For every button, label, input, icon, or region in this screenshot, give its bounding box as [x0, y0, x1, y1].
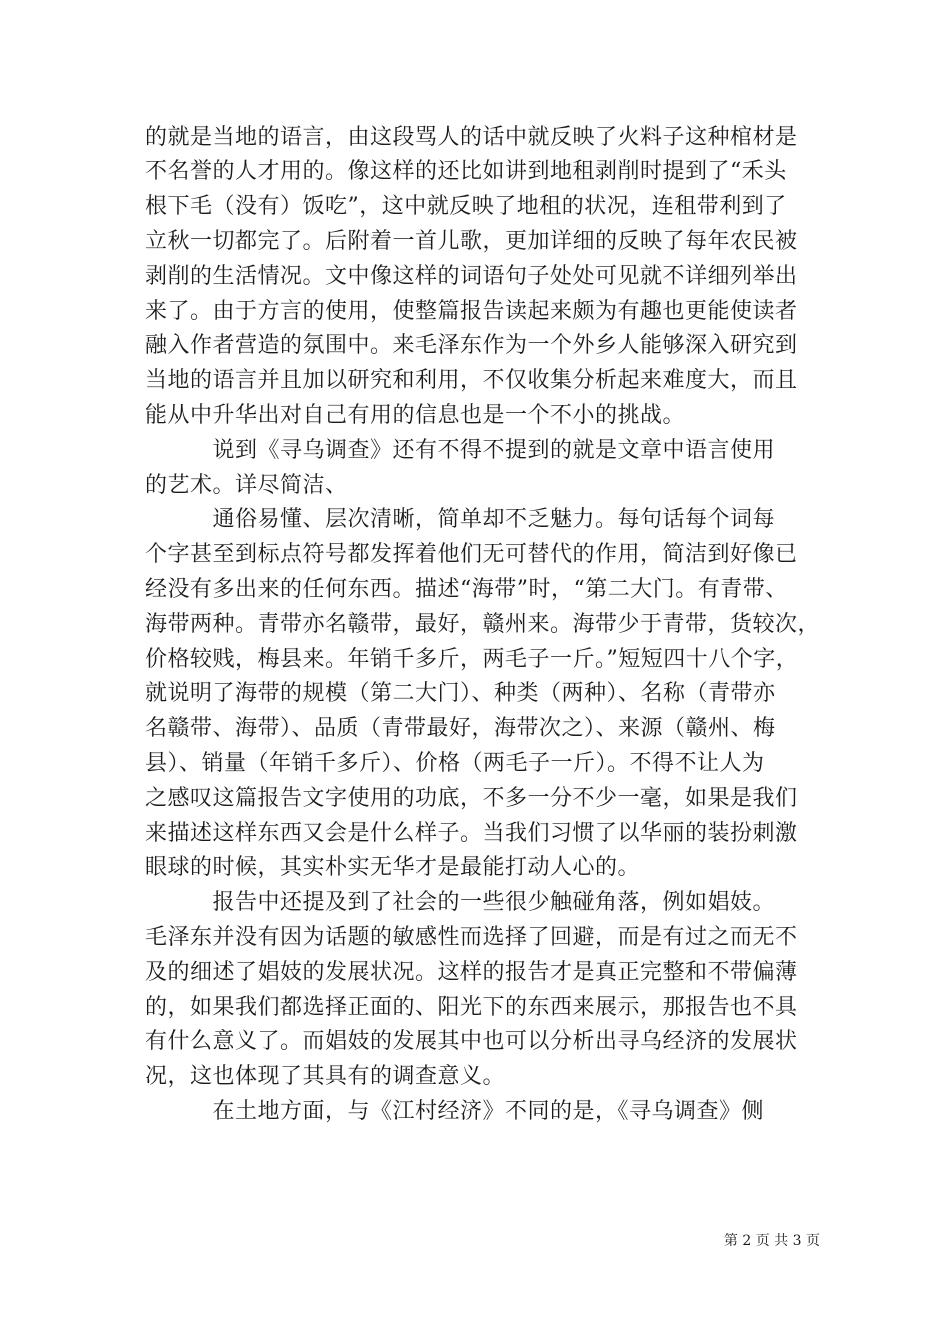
- text-line: 经没有多出来的任何东西。描述“海带”时，“第二大门。有青带、: [145, 577, 788, 602]
- text-line: 在土地方面，与《江村经济》不同的是，《寻乌调查》侧: [145, 1099, 765, 1124]
- text-line: 来了。由于方言的使用，使整篇报告读起来颇为有趣也更能使读者: [145, 299, 798, 324]
- text-line: 眼球的时候，其实朴实无华才是最能打动人心的。: [145, 855, 641, 880]
- text-line: 通俗易懂、层次清晰，简单却不乏魅力。每句话每个词每: [145, 507, 776, 532]
- text-line: 个字甚至到标点符号都发挥着他们无可替代的作用，简洁到好像已: [145, 542, 798, 567]
- text-line: 的艺术。详尽简洁、: [145, 473, 348, 498]
- text-line: 就说明了海带的规模（第二大门）、种类（两种）、名称（青带亦: [145, 681, 776, 706]
- text-line: 县）、销量（年销千多斤）、价格（两毛子一斤）。不得不让人为: [145, 751, 765, 776]
- text-line: 不名誉的人才用的。像这样的还比如讲到地租剥削时提到了“禾头: [145, 159, 787, 184]
- text-line: 及的细述了娼妓的发展状况。这样的报告才是真正完整和不带偏薄: [145, 960, 798, 985]
- text-line: 当地的语言并且加以研究和利用，不仅收集分析起来难度大，而且: [145, 368, 798, 393]
- text-line: 海带两种。青带亦名赣带，最好，赣州来。海带少于青带，货较次，: [145, 612, 821, 637]
- text-line: 来描述这样东西又会是什么样子。当我们习惯了以华丽的装扮刺激: [145, 821, 798, 846]
- text-line: 有什么意义了。而娼妓的发展其中也可以分析出寻乌经济的发展状: [145, 1029, 798, 1054]
- text-line: 报告中还提及到了社会的一些很少触碰角落，例如娼妓。: [145, 890, 776, 915]
- text-line: 名赣带、海带）、品质（青带最好，海带次之）、来源（赣州、梅: [145, 716, 776, 741]
- text-line: 根下毛（没有）饭吃”，这中就反映了地租的状况，连租带利到了: [145, 194, 787, 219]
- text-line: 能从中升华出对自己有用的信息也是一个不小的挑战。: [145, 403, 686, 428]
- text-line: 剥削的生活情况。文中像这样的词语句子处处可见就不详细列举出: [145, 264, 798, 289]
- text-line: 毛泽东并没有因为话题的敏感性而选择了回避，而是有过之而无不: [145, 925, 798, 950]
- page-number: 第 2 页 共 3 页: [723, 1233, 820, 1249]
- text-line: 的，如果我们都选择正面的、阳光下的东西来展示，那报告也不具: [145, 995, 798, 1020]
- text-line: 价格较贱，梅县来。年销千多斤，两毛子一斤。”短短四十八个字，: [145, 647, 799, 672]
- text-line: 况，这也体现了其具有的调查意义。: [145, 1064, 506, 1089]
- text-line: 之感叹这篇报告文字使用的功底，不多一分不少一毫，如果是我们: [145, 786, 798, 811]
- text-line: 融入作者营造的氛围中。来毛泽东作为一个外乡人能够深入研究到: [145, 333, 798, 358]
- text-line: 立秋一切都完了。后附着一首儿歌，更加详细的反映了每年农民被: [145, 229, 798, 254]
- text-line: 说到《寻乌调查》还有不得不提到的就是文章中语言使用: [145, 438, 776, 463]
- text-line: 的就是当地的语言，由这段骂人的话中就反映了火料子这种棺材是: [145, 125, 798, 150]
